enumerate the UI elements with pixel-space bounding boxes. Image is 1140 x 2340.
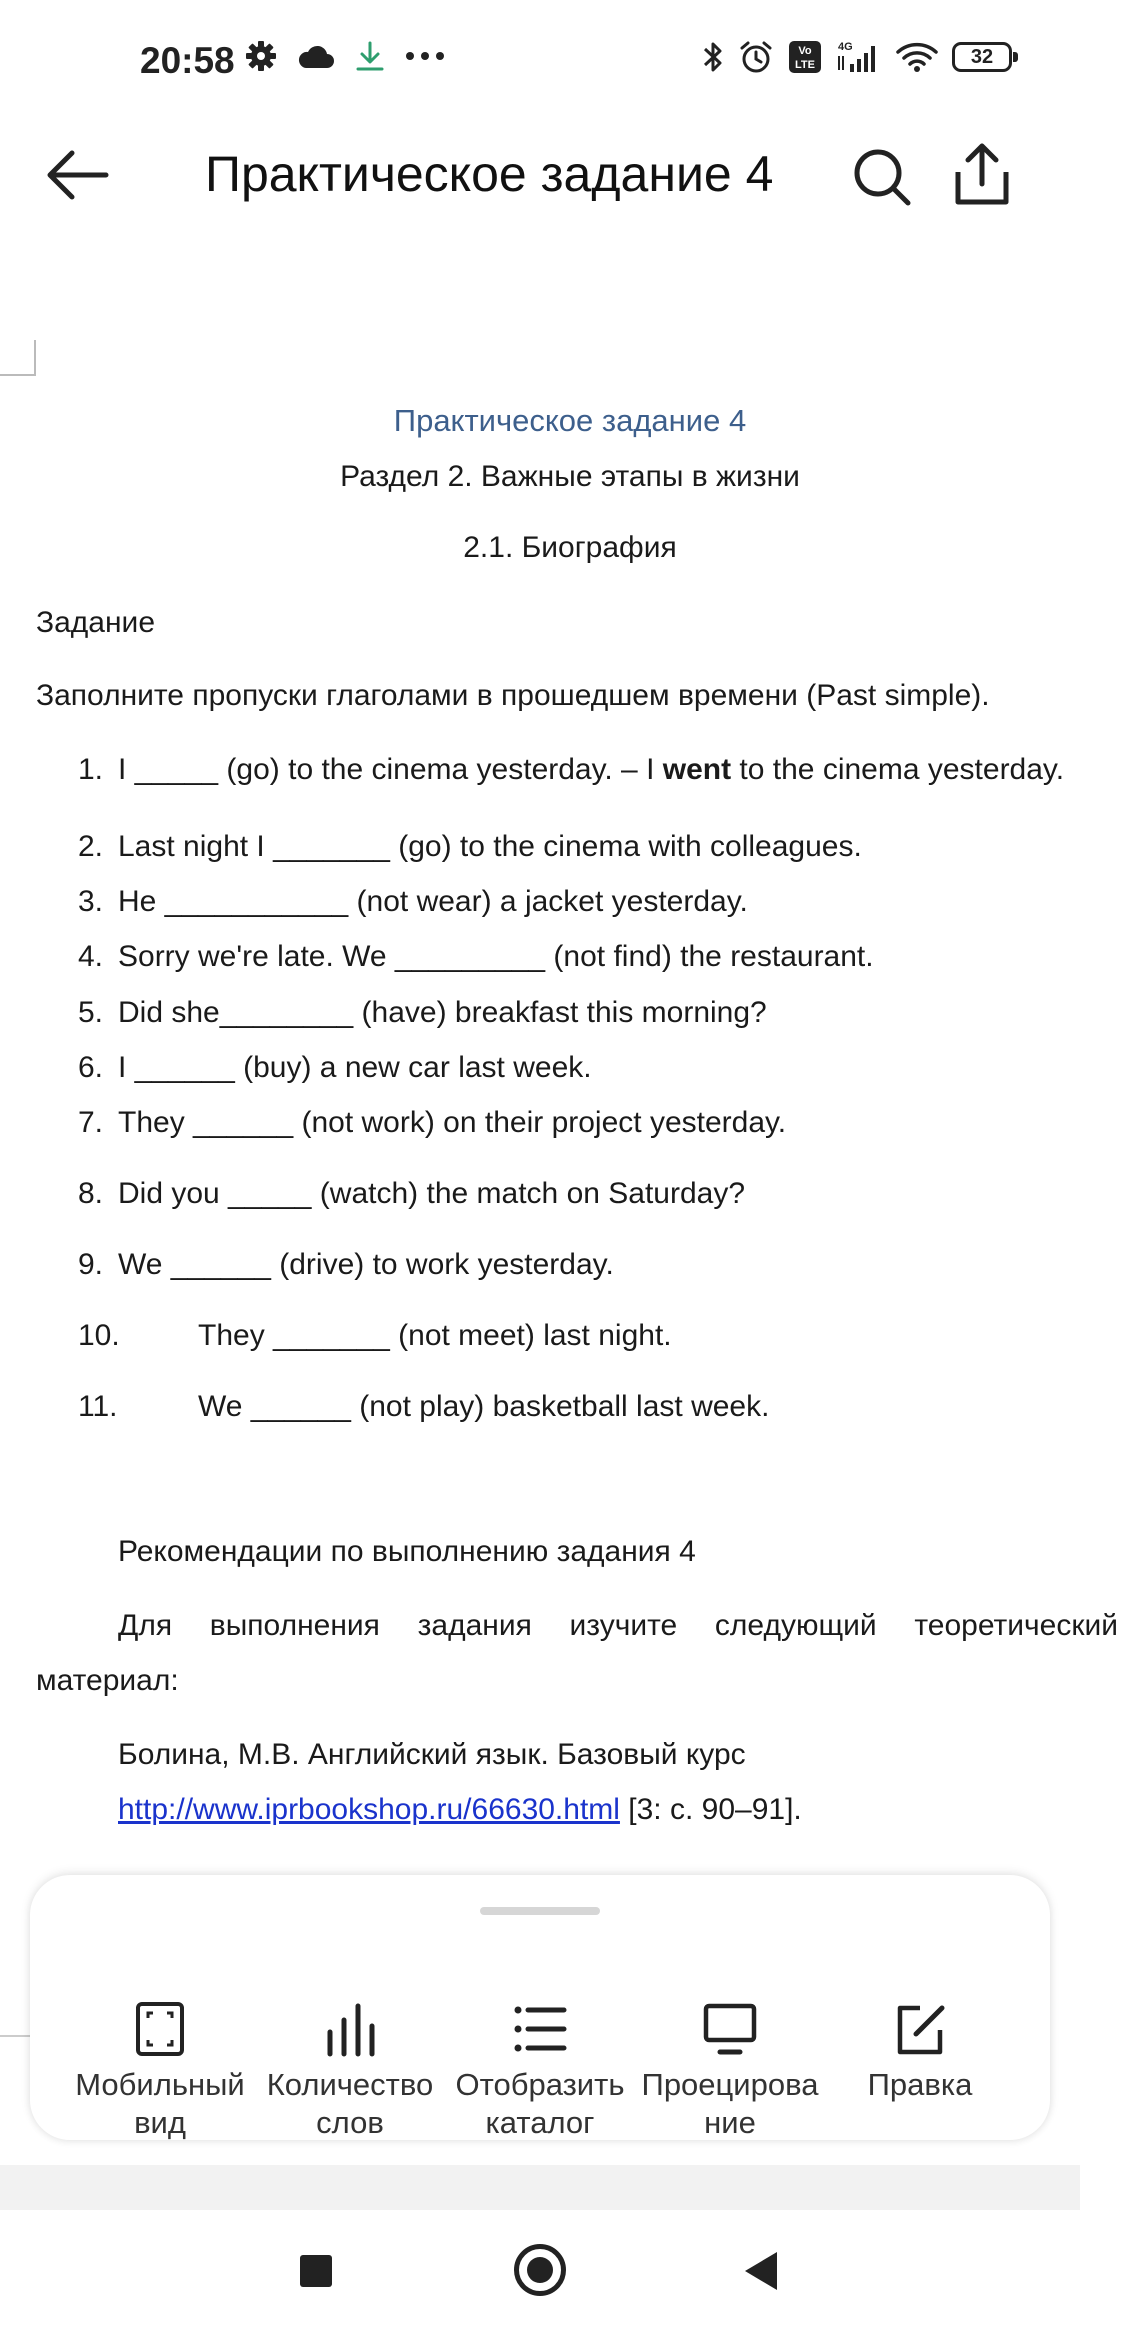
list-number: 6.	[78, 1051, 104, 1084]
status-left-icons	[245, 40, 445, 72]
system-nav-bar	[0, 2210, 1080, 2340]
exercise-text: Last night I _______ (go) to the cinema with colleagues.	[118, 830, 862, 863]
recommendations-line-1	[118, 1609, 1118, 1643]
word: выполнения	[209, 1609, 380, 1642]
catalog-icon	[512, 2000, 568, 2058]
bottom-sheet	[30, 1875, 1050, 2140]
reference-line	[118, 1793, 802, 1827]
document-view[interactable]	[0, 330, 1118, 1910]
recent-apps-button[interactable]	[300, 2255, 332, 2287]
mobile-view-icon	[134, 2000, 186, 2058]
word-count-icon	[322, 2000, 378, 2058]
search-icon	[850, 145, 914, 209]
exercise-text: I ______ (buy) a new car last week.	[118, 1051, 592, 1084]
projection-label: Проецирова ние	[641, 2067, 819, 2140]
back-button[interactable]	[42, 145, 112, 205]
bluetooth-icon	[702, 40, 724, 74]
list-number: 1.	[78, 753, 104, 786]
list-number: 4.	[78, 940, 104, 973]
alarm-icon	[738, 40, 774, 74]
list-number: 5.	[78, 996, 104, 1029]
wifi-icon	[896, 41, 938, 73]
list-number: 10.	[78, 1319, 120, 1352]
list-number: 3.	[78, 885, 104, 918]
exercise-text: He ___________ (not wear) a jacket yesterday.	[118, 885, 748, 918]
example-answer: went	[662, 753, 732, 786]
projection-button[interactable]	[635, 2000, 825, 2142]
mobile-view-label: Мобильный вид	[75, 2067, 245, 2140]
exercise-example: I _____ (go) to the cinema yesterday. – I went to the cinema yesterday.	[118, 753, 1065, 786]
word-count-label: Количество слов	[266, 2067, 434, 2140]
status-right-icons	[702, 40, 1012, 74]
arrow-left-icon	[42, 145, 112, 205]
word: следующий	[714, 1609, 877, 1642]
list-number: 9.	[78, 1248, 104, 1281]
reference-pages: [3: с. 90–91].	[619, 1793, 802, 1826]
app-title: Практическое задание 4	[205, 146, 774, 202]
volte-icon	[788, 40, 822, 74]
reference-link[interactable]: http://www.iprbookshop.ru/66630.html	[118, 1793, 620, 1826]
nav-back-button[interactable]	[745, 2252, 777, 2290]
page-corner-mark	[0, 340, 36, 376]
signal-4g-icon	[836, 40, 882, 74]
show-catalog-button[interactable]	[445, 2000, 635, 2142]
volte-text-top: Vo	[798, 45, 812, 57]
edit-label: Правка	[867, 2067, 973, 2102]
recommendations-line-2: материал:	[36, 1664, 179, 1697]
more-dots-icon	[405, 51, 445, 61]
exercise-text: They ______ (not work) on their project yesterday.	[118, 1106, 787, 1139]
edit-button[interactable]	[825, 2000, 1015, 2104]
word: Для	[118, 1609, 173, 1642]
list-number: 2.	[78, 830, 104, 863]
download-icon	[355, 40, 385, 72]
edit-icon	[892, 2000, 948, 2058]
app-bar	[0, 125, 1080, 225]
projection-icon	[702, 2000, 758, 2058]
volte-text-bottom: LTE	[795, 59, 815, 71]
share-button[interactable]	[950, 140, 1014, 210]
share-icon	[950, 140, 1014, 210]
document-section-title: Раздел 2. Важные этапы в жизни	[340, 460, 800, 493]
word: изучите	[569, 1609, 678, 1642]
exercise-text: We ______ (drive) to work yesterday.	[118, 1248, 614, 1281]
task-label: Задание	[36, 606, 156, 639]
mobile-view-button[interactable]	[65, 2000, 255, 2142]
word: теоретический	[914, 1609, 1118, 1642]
network-label: 4G	[838, 41, 853, 53]
exercise-text: Did she________ (have) breakfast this morning?	[118, 996, 767, 1029]
status-bar	[0, 0, 1080, 125]
status-time: 20:58	[140, 40, 235, 81]
sheet-bottom-strip	[0, 2165, 1080, 2210]
document-heading: Практическое задание 4	[393, 403, 747, 438]
exercise-text: They _______ (not meet) last night.	[198, 1319, 672, 1352]
word: задания	[417, 1609, 532, 1642]
reference-text: Болина, М.В. Английский язык. Базовый курс	[118, 1738, 746, 1771]
document-subsection-title: 2.1. Биография	[463, 531, 677, 564]
exercise-text: We ______ (not play) basketball last week.	[198, 1390, 770, 1423]
cloud-icon	[297, 42, 335, 70]
gear-icon	[245, 40, 277, 72]
battery-indicator: 32	[952, 42, 1012, 72]
home-button[interactable]	[514, 2244, 566, 2296]
exercise-text: Did you _____ (watch) the match on Saturday?	[118, 1177, 746, 1210]
task-instruction: Заполните пропуски глаголами в прошедшем времени (Past simple).	[36, 679, 990, 712]
exercise-text: Sorry we're late. We _________ (not find) the restaurant.	[118, 940, 874, 973]
page-edge-line	[0, 2035, 30, 2037]
list-number: 7.	[78, 1106, 104, 1139]
list-number: 11.	[78, 1390, 118, 1423]
sheet-drag-handle[interactable]	[480, 1907, 600, 1915]
show-catalog-label: Отобразить каталог	[455, 2067, 625, 2140]
search-button[interactable]	[850, 145, 914, 209]
list-number: 8.	[78, 1177, 104, 1210]
recommendations-title: Рекомендации по выполнению задания 4	[118, 1535, 696, 1568]
word-count-button[interactable]	[255, 2000, 445, 2142]
